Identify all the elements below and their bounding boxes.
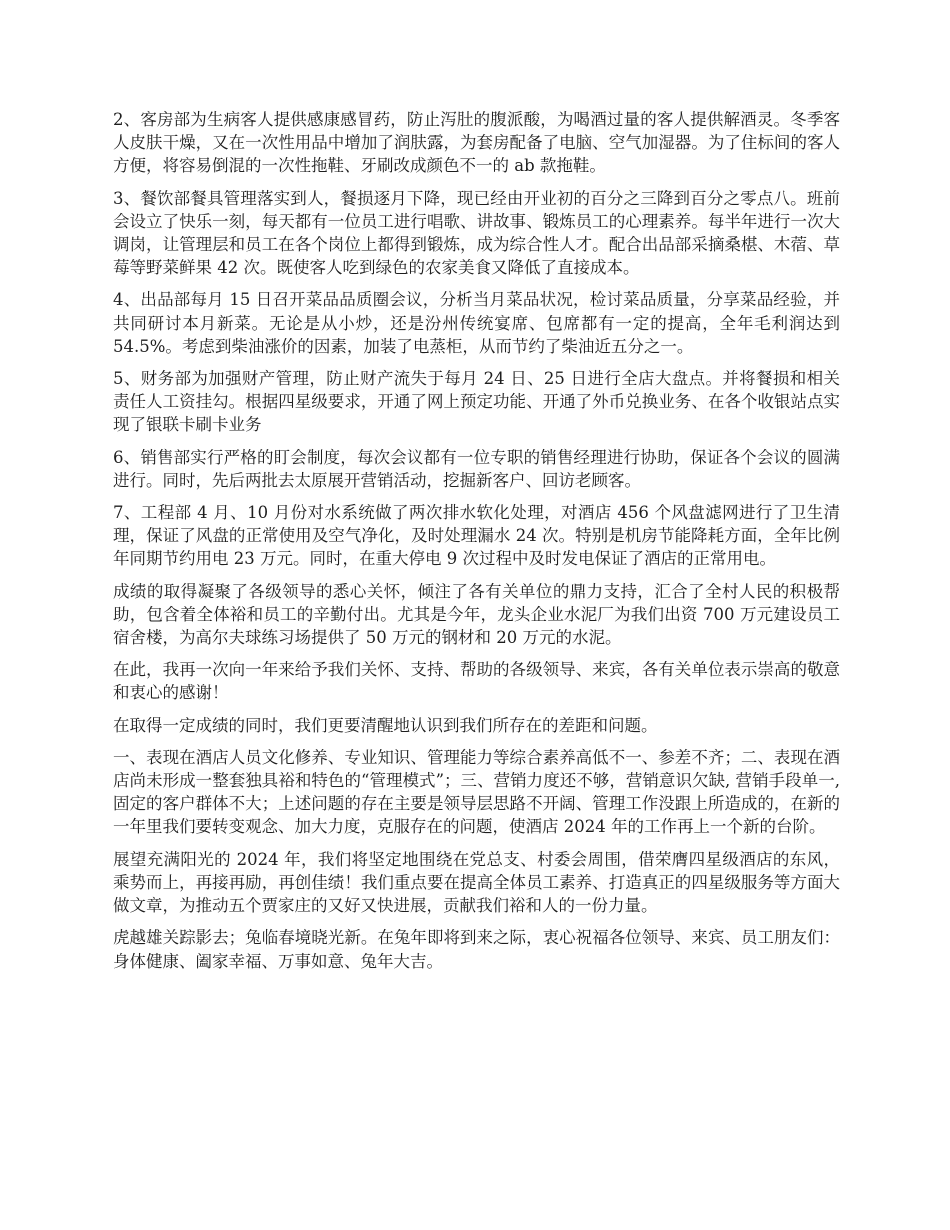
- paragraph-problems: 一、表现在酒店人员文化修养、专业知识、管理能力等综合素养高低不一、参差不齐；二、表现在酒店尚未形成一整套独具裕和特色的“管理模式”；三、营销力度还不够，营销意识欠缺, 营销手段单一,固定的客户群体不大；上述问题的存在主要是领导层思路不开阔、管理工作没跟上所造成的，在新的一年里我们要转变观念、加大力度，克服存在的问题，使酒店 2024 年的工作再上一个新的台阶。: [113, 747, 840, 837]
- paragraph-kitchen-dept: 4、出品部每月 15 日召开菜品品质圈会议，分析当月菜品状况，检讨菜品质量，分享菜品经验，并共同研讨本月新菜。无论是从小炒，还是汾州传统宴席、包席都有一定的提高，全年毛利润达到 54.5%。考虑到柴油涨价的因素，加装了电蒸柜，从而节约了柴油近五分之一。: [113, 290, 846, 356]
- paragraph-thanks: 在此，我再一次向一年来给予我们关怀、支持、帮助的各级领导、来宾，各有关单位表示崇高的敬意和衷心的感谢！: [113, 660, 840, 703]
- paragraph-guest-room-dept: 2、客房部为生病客人提供感康感冒药，防止泻肚的腹派酸，为喝酒过量的客人提供解酒灵。冬季客人皮肤干燥，又在一次性用品中增加了润肤露，为套房配备了电脑、空气加湿器。为了住标间的客人方便，将容易倒混的一次性拖鞋、牙刷改成颜色不一的 ab 款拖鞋。: [113, 110, 840, 176]
- paragraph-new-year-wishes: 虎越雄关踪影去；兔临春境晓光新。在兔年即将到来之际，衷心祝福各位领导、来宾、员工朋友们：身体健康、阖家幸福、万事如意、兔年大吉。: [113, 928, 840, 971]
- paragraph-achievements: 成绩的取得凝聚了各级领导的悉心关怀，倾注了各有关单位的鼎力支持，汇合了全村人民的积极帮助，包含着全体裕和员工的辛勤付出。尤其是今年，龙头企业水泥厂为我们出资 700 万元建设员工宿舍楼，为高尔夫球练习场提供了 50 万元的钢材和 20 万元的水泥。: [113, 581, 840, 648]
- paragraph-sales-dept: 6、销售部实行严格的盯会制度，每次会议都有一位专职的销售经理进行协助，保证各个会议的圆满进行。同时，先后两批去太原展开营销活动，挖掘新客户、回访老顾客。: [113, 447, 840, 490]
- paragraph-gaps-intro: 在取得一定成绩的同时，我们更要清醒地认识到我们所存在的差距和问题。: [113, 715, 658, 735]
- paragraph-catering-dept: 3、餐饮部餐具管理落实到人，餐损逐月下降，现已经由开业初的百分之三降到百分之零点八。班前会设立了快乐一刻，每天都有一位员工进行唱歌、讲故事、锻炼员工的心理素养。每半年进行一次大调岗，让管理层和员工在各个岗位上都得到锻炼，成为综合性人才。配合出品部采摘桑椹、木蓿、草莓等野菜鲜果 42 次。既使客人吃到绿色的农家美食又降低了直接成本。: [113, 188, 840, 278]
- paragraph-outlook: 展望充满阳光的 2024 年，我们将坚定地围绕在党总支、村委会周围，借荣膺四星级酒店的东风，乘势而上，再接再励，再创佳绩！我们重点要在提高全体员工素养、打造真正的四星级服务等方面大做文章，为推动五个贾家庄的又好又快进展，贡献我们裕和人的一份力量。: [113, 849, 840, 916]
- paragraph-engineering-dept: 7、工程部 4 月、10 月份对水系统做了两次排水软化处理，对酒店 456 个风盘滤网进行了卫生清理，保证了风盘的正常使用及空气净化，及时处理漏水 24 次。特别是机房节能降耗方面，全年比例年同期节约用电 23 万元。同时，在重大停电 9 次过程中及时发电保证了酒店的正常用电。: [113, 503, 840, 569]
- paragraph-finance-dept: 5、财务部为加强财产管理，防止财产流失于每月 24 日、25 日进行全店大盘点。并将餐损和相关责任人工资挂勾。根据四星级要求，开通了网上预定功能、开通了外币兑换业务、在各个收银站点实现了银联卡刷卡业务: [113, 369, 840, 435]
- document-body: [113, 108, 846, 982]
